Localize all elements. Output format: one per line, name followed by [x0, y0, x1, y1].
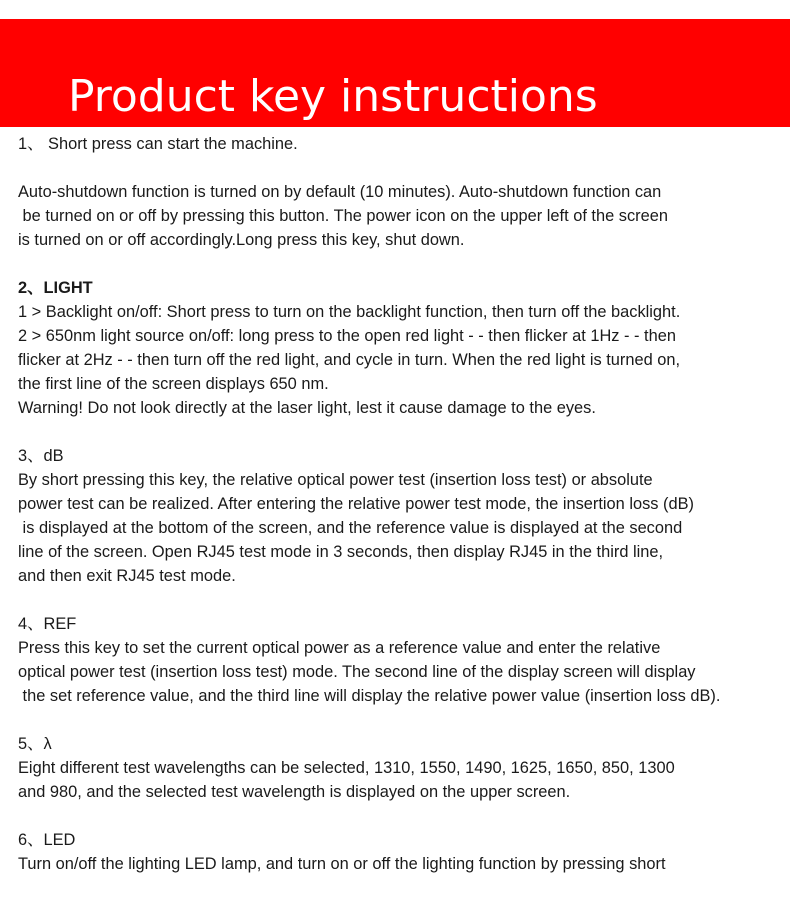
section-5 [18, 732, 790, 804]
page-title: Product key instructions [68, 71, 598, 122]
section-line: be turned on or off by pressing this button. The power icon on the upper left of the screen [18, 207, 668, 225]
warning-line: Warning! Do not look directly at the laser light, lest it cause damage to the eyes. [18, 399, 596, 417]
section-heading: 6、LED [18, 831, 76, 849]
section-line: Eight different test wavelengths can be selected, 1310, 1550, 1490, 1625, 1650, 850, 1300 [18, 759, 675, 777]
spacer [18, 588, 790, 612]
section-line: power test can be realized. After entering the relative power test mode, the insertion loss (dB) [18, 495, 695, 513]
section-line: Turn on/off the lighting LED lamp, and turn on or off the lighting function by pressing short [18, 855, 666, 873]
spacer [18, 804, 790, 828]
section-line: By short pressing this key, the relative optical power test (insertion loss test) or absolute [18, 471, 653, 489]
section-line: is turned on or off accordingly.Long press this key, shut down. [18, 231, 465, 249]
section-line: flicker at 2Hz - - then turn off the red light, and cycle in turn. When the red light is turned on, [18, 351, 681, 369]
section-line: is displayed at the bottom of the screen, and the reference value is displayed at the second [18, 519, 683, 537]
section-heading: 1、 Short press can start the machine. [18, 135, 298, 153]
spacer [18, 252, 790, 276]
section-line: the set reference value, and the third line will display the relative power value (insertion loss dB). [18, 687, 721, 705]
spacer [18, 420, 790, 444]
section-1 [18, 132, 790, 252]
section-line: 1 > Backlight on/off: Short press to turn on the backlight function, then turn off the backlight. [18, 303, 681, 321]
section-line: and then exit RJ45 test mode. [18, 567, 236, 585]
section-heading: 5、λ [18, 735, 52, 753]
spacer [18, 708, 790, 732]
section-line: 2 > 650nm light source on/off: long press to the open red light - - then flicker at 1Hz - - then [18, 327, 676, 345]
instructions-body [18, 132, 790, 876]
section-4 [18, 612, 790, 708]
section-line: line of the screen. Open RJ45 test mode in 3 seconds, then display RJ45 in the third line, [18, 543, 664, 561]
section-line: optical power test (insertion loss test) mode. The second line of the display screen will display [18, 663, 696, 681]
section-line: Press this key to set the current optical power as a reference value and enter the relative [18, 639, 661, 657]
section-line: Auto-shutdown function is turned on by default (10 minutes). Auto-shutdown function can [18, 183, 662, 201]
section-heading: 4、REF [18, 615, 77, 633]
section-line [18, 156, 790, 180]
header-banner [0, 19, 790, 127]
section-6 [18, 828, 790, 876]
section-3 [18, 444, 790, 588]
section-heading: 3、dB [18, 447, 64, 465]
section-line: the first line of the screen displays 650 nm. [18, 375, 329, 393]
section-line: and 980, and the selected test wavelength is displayed on the upper screen. [18, 783, 571, 801]
section-2 [18, 276, 790, 420]
section-heading: 2、LIGHT [18, 279, 93, 297]
